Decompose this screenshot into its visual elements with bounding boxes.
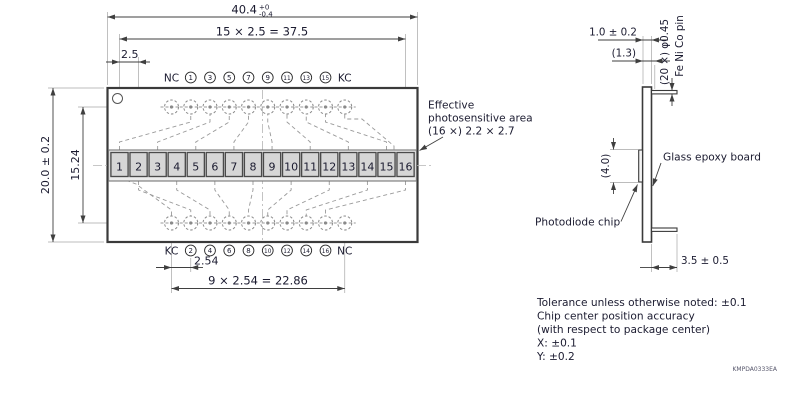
dim-pin-row-gap: [69, 107, 83, 223]
side-view: [535, 15, 761, 272]
pin-label-top-5: [243, 72, 254, 83]
pin-label-top-4: [224, 72, 235, 83]
pin-label-top-8-number: 13: [302, 76, 310, 82]
cell-number-15: 15: [379, 160, 394, 174]
cell-number-4: 4: [173, 160, 181, 174]
dim-board-thickness: [589, 27, 668, 41]
dim-chip-height-value: (4.0): [600, 153, 612, 179]
cell-number-6: 6: [211, 160, 219, 174]
top-lead-pin: [652, 91, 678, 94]
pin-label-bottom-6-number: 10: [264, 249, 272, 255]
bottom-lead-pin: [652, 228, 678, 231]
pin-label-top-7-number: 11: [283, 76, 291, 82]
pin-label-top-9-number: 15: [321, 76, 330, 82]
note-line3: (with respect to package center): [537, 324, 711, 336]
pin-label-bottom-7: [282, 245, 293, 256]
pin-label-top-1: [164, 72, 179, 84]
pin-label-bottom-8: [301, 245, 312, 256]
pin-label-top-4-number: 5: [227, 74, 232, 82]
cell-number-2: 2: [135, 160, 143, 174]
pin-label-bottom-4-number: 6: [227, 247, 232, 255]
dim-pin-row-gap-value: 15.24: [69, 149, 82, 181]
pin-label-bottom-10-text: NC: [337, 245, 353, 258]
board-label-text: Glass epoxy board: [663, 151, 761, 164]
pin-label-bottom-5-number: 8: [246, 247, 251, 255]
cell-number-3: 3: [154, 160, 162, 174]
note-line1: Tolerance unless otherwise noted: ±0.1: [537, 297, 747, 309]
dim-overall-width-sub: -0.4: [259, 10, 273, 19]
dim-overall-height-value: 20.0 ± 0.2: [39, 135, 52, 195]
dim-cell-span: [120, 25, 406, 40]
dim-overall-width-value: 40.4: [231, 2, 257, 17]
dim-cell-pitch-value: 2.5: [121, 48, 139, 61]
dim-pin-offset-value: (1.3): [611, 47, 636, 60]
cell-number-7: 7: [230, 160, 238, 174]
cell-number-12: 12: [322, 160, 337, 174]
pin-note-line1: (20 ×) φ0.45: [659, 18, 671, 86]
pin-note-line2: Fe Ni Co pin: [674, 15, 686, 77]
pin-label-bottom-1: [165, 245, 179, 257]
pin-label-top-10: [338, 72, 352, 84]
dim-overall-width-sup: +0: [259, 3, 270, 12]
cell-number-1: 1: [116, 160, 123, 174]
pin-label-bottom-3-number: 4: [207, 247, 213, 255]
front-view: [39, 3, 533, 294]
pin-label-top-6: [262, 72, 273, 83]
dim-pin-length: [640, 255, 729, 268]
cell-number-8: 8: [249, 160, 257, 174]
cell-number-16: 16: [398, 160, 413, 174]
chip-label-text: Photodiode chip: [535, 216, 621, 229]
pin-label-top-8: [301, 72, 312, 83]
tolerance-notes: [536, 297, 747, 363]
pin-label-top-10-text: KC: [337, 72, 352, 85]
dim-board-thickness-value: 1.0 ± 0.2: [589, 26, 637, 39]
pin-label-top-3-number: 3: [207, 74, 213, 82]
cell-number-14: 14: [360, 160, 375, 174]
note-line4: X: ±0.1: [537, 337, 577, 350]
cell-number-13: 13: [341, 160, 356, 174]
pin-label-bottom-2-number: 2: [188, 247, 193, 255]
pin-label-top-2-number: 1: [188, 74, 193, 82]
pin-label-top-2: [185, 72, 196, 83]
effective-area-line2: photosensitive area: [428, 112, 533, 125]
pin-label-top-7: [282, 72, 293, 83]
cell-number-11: 11: [303, 160, 318, 174]
effective-area-line3: (16 ×) 2.2 × 2.7: [428, 125, 515, 138]
dim-pin-length-value: 3.5 ± 0.5: [681, 255, 729, 267]
dim-pin-span-value: 9 × 2.54 = 22.86: [208, 273, 308, 288]
cell-number-10: 10: [284, 160, 299, 174]
pin-label-bottom-7-number: 12: [283, 249, 291, 255]
effective-area-line1: Effective: [428, 99, 475, 112]
pin-label-bottom-5: [243, 245, 254, 256]
note-line2: Chip center position accuracy: [537, 310, 695, 323]
dim-chip-height: [600, 138, 614, 194]
pin-label-top-3: [205, 72, 216, 83]
cell-number-9: 9: [268, 160, 276, 174]
pin-label-top-1-text: NC: [163, 72, 180, 85]
pin-label-bottom-9-number: 16: [321, 249, 330, 255]
pin-label-bottom-1-text: KC: [164, 245, 179, 258]
pin-label-top-5-number: 7: [246, 74, 251, 82]
pin-label-bottom-4: [224, 245, 235, 256]
pin-label-top-9: [320, 72, 331, 83]
dim-pin-span: [172, 274, 345, 289]
pin-label-bottom-10: [337, 245, 352, 257]
document-code: KMPDA0333EA: [732, 366, 777, 373]
effective-area-note: [420, 100, 533, 151]
dim-cell-pitch: [106, 48, 150, 62]
pin-label-top-6-number: 9: [265, 74, 270, 82]
chip-label: [535, 185, 638, 229]
board-label: [653, 152, 761, 187]
dim-pin-pitch-value: 2.54: [194, 254, 219, 268]
dim-overall-height: [39, 88, 53, 242]
cell-number-5: 5: [192, 160, 200, 174]
note-line5: Y: ±0.2: [537, 351, 575, 363]
pin-label-bottom-8-number: 14: [302, 249, 310, 255]
dim-cell-span-value: 15 × 2.5 = 37.5: [215, 24, 309, 39]
photodiode-chip: [639, 150, 643, 182]
glass-epoxy-board: [643, 87, 652, 242]
pin-label-bottom-9: [320, 245, 331, 256]
pin-label-bottom-6: [262, 245, 273, 256]
dim-overall-width: [108, 3, 418, 19]
